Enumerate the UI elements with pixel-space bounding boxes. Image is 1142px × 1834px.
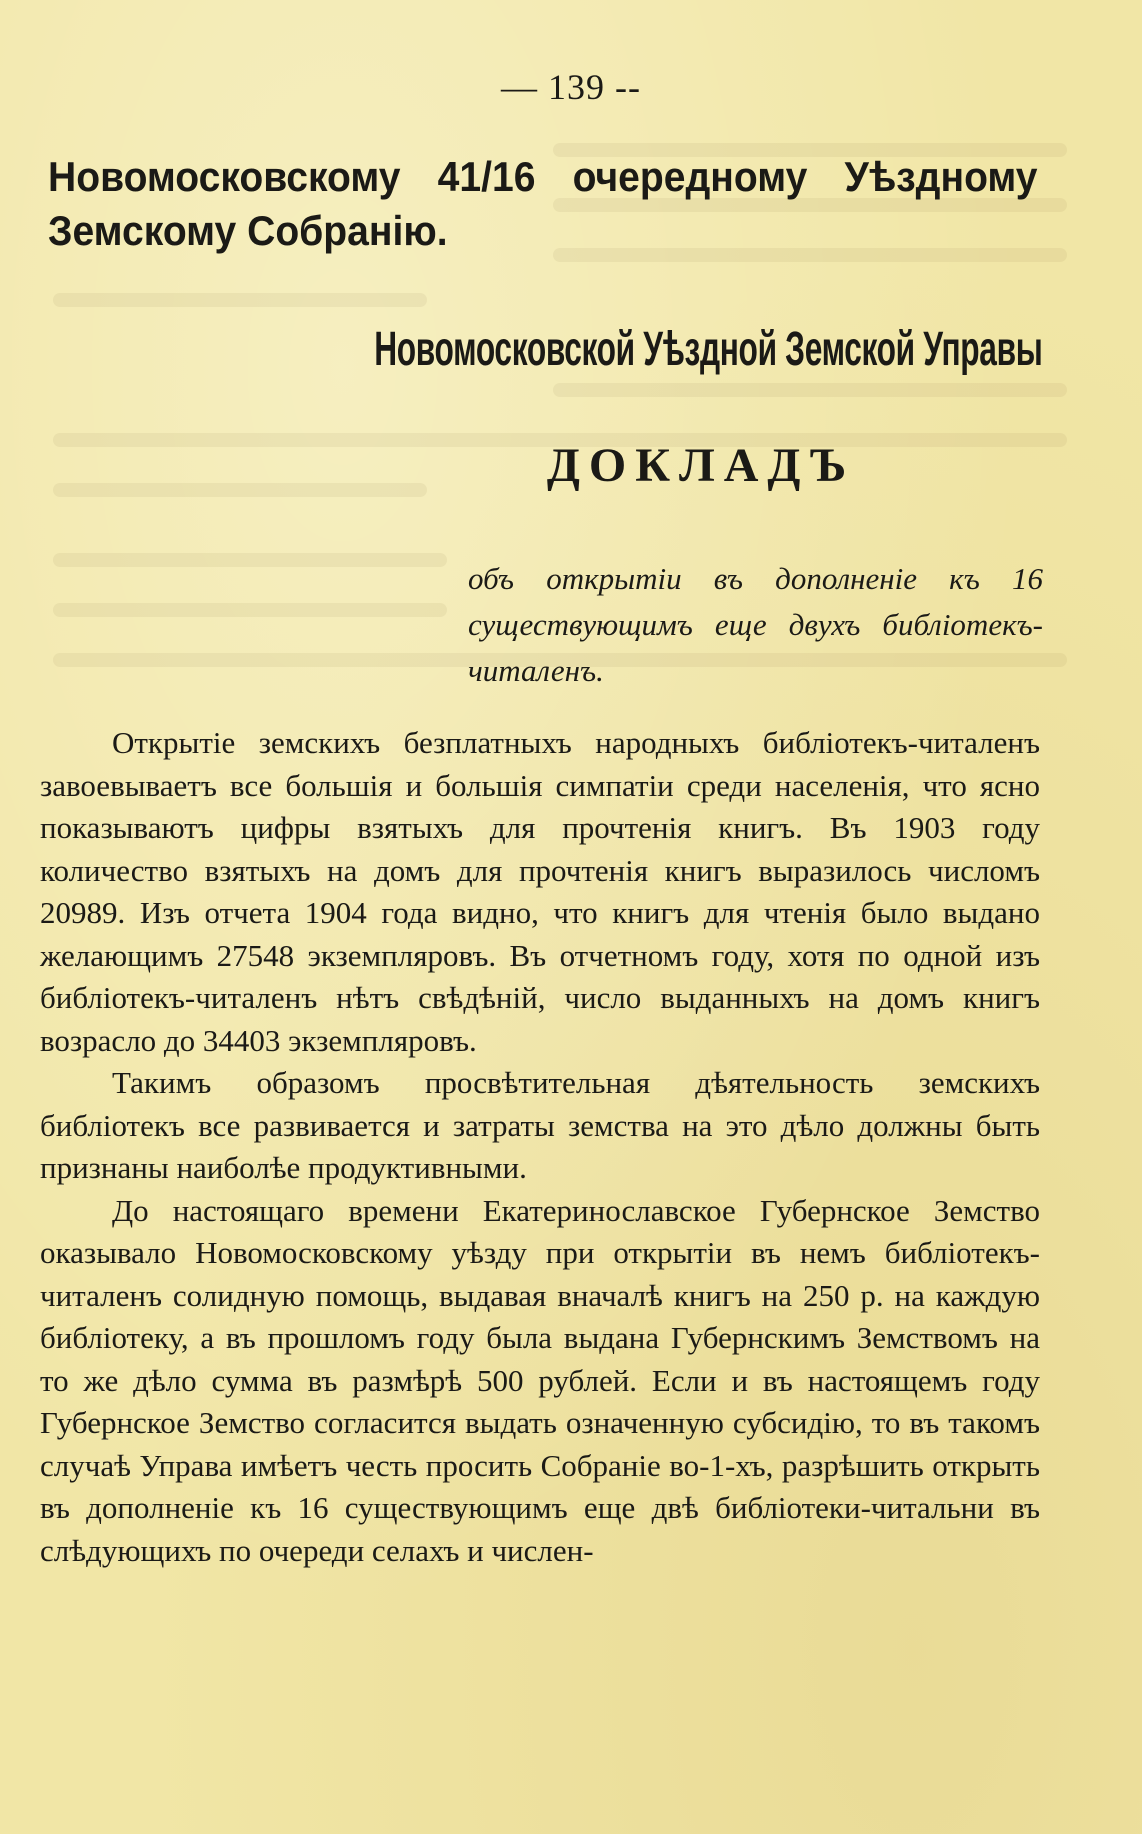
addressee-heading: Новомосковскому 41/16 очередному Уѣздному Земскому Собранію. [48,153,1038,254]
document-title: ДОКЛАДЪ [546,439,856,492]
document-subject: объ открытіи въ дополненіе къ 16 существующимъ еще двухъ библіотекъ-читаленъ. [468,561,1043,688]
sender-heading: Новомосковской Уѣздной Земской Управы [373,323,1042,376]
page-number: — 139 -- [501,67,641,107]
body-paragraph: Открытіе земскихъ безплатныхъ народныхъ библіотекъ-читаленъ завоевываетъ все большія и большія симпатіи среди населенія, что ясно показываютъ цифры взятыхъ для прочтенія книгъ. Въ 1903 году количество взятыхъ на домъ для прочтенія книгъ выразилось числомъ 20989. Изъ отчета 1904 года видно, что книгъ для чтенія было выдано желающимъ 27548 экземпляровъ. Въ отчетномъ году, хотя по одной изъ библіотекъ-читаленъ нѣтъ свѣдѣній, число выданныхъ на домъ книгъ возрасло до 34403 экземпляровъ. [40,725,1040,1058]
body-paragraph: До настоящаго времени Екатеринославское Губернское Земство оказывало Новомосковскому уѣзду при открытіи въ немъ библіотекъ-читаленъ солидную помощь, выдавая вначалѣ книгъ на 250 р. на каждую библіотеку, а въ прошломъ году была выдана Губернскимъ Земствомъ на то же дѣло сумма въ размѣрѣ 500 рублей. Если и въ настоящемъ году Губернское Земство согласится выдать означенную субсидію, то въ такомъ случаѣ Управа имѣетъ честь просить Собраніе во-1-хъ, разрѣшить открыть въ дополненіе къ 16 существующимъ еще двѣ библіотеки-читальни въ слѣдующихъ по очереди селахъ и числен- [40,1192,1040,1568]
body-paragraph: Такимъ образомъ просвѣтительная дѣятельность земскихъ библіотекъ все развивается и затраты земства на это дѣло должны быть признаны наиболѣе продуктивными. [40,1065,1040,1185]
document-body [40,722,1040,1572]
